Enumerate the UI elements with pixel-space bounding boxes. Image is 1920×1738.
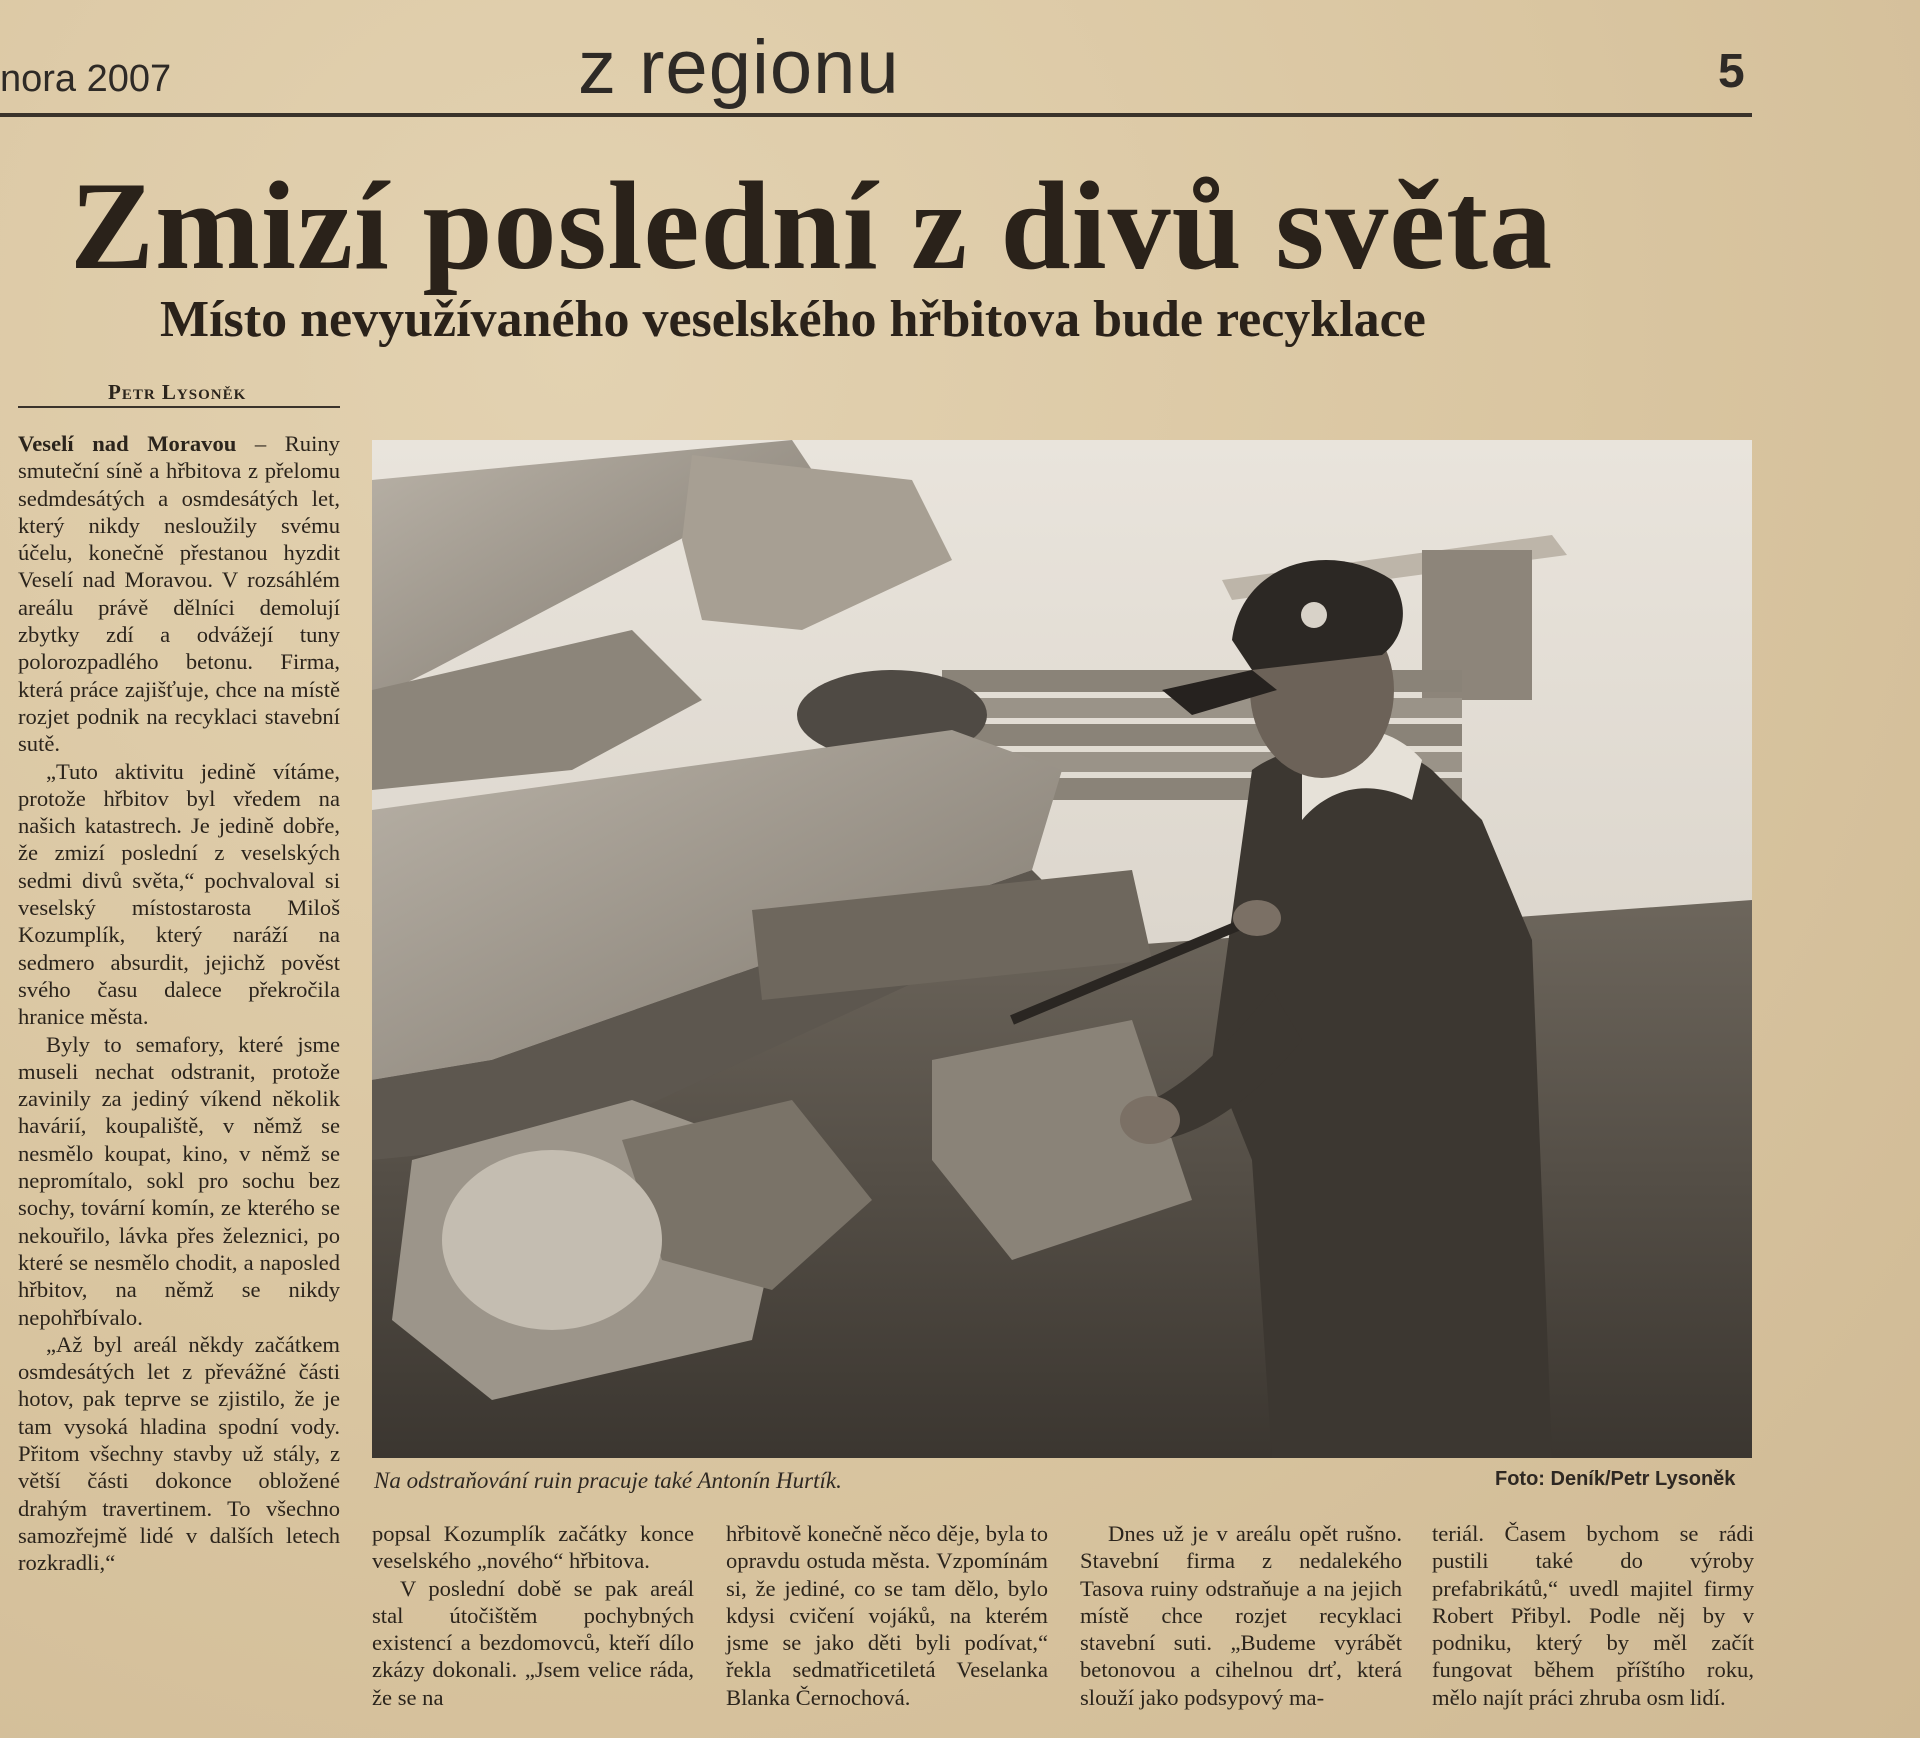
paragraph: Dnes už je v areálu opět rušno. Stavební firma z nedalekého Tasova ruiny odstraňuje a na jejich místě chce rozjet recyklaci stavební suti. „Budeme vyrábět betonovou a cihelnou drť, která slouží jako podsypový ma-: [1080, 1521, 1402, 1710]
paragraph-2: „Tuto aktivitu jedině vítáme, protože hřbitov byl vředem na našich katastrech. Je jedině dobře, že zmizí poslední z veselských sedmi divů světa,“ pochvaloval si veselský místostarosta Miloš Kozumplík, který naráží na sedmero absurdit, jejichž pověst svého času dalece překročila hranice města.: [18, 758, 340, 1030]
photo-caption: Na odstraňování ruin pracuje také Antonín Hurtík.: [374, 1468, 842, 1493]
dateline: Veselí nad Moravou: [18, 431, 237, 456]
byline: Petr Lysoněk: [108, 380, 247, 404]
paragraph-4: „Až byl areál někdy začátkem osmdesátých let z převážné části hotov, pak teprve se zjistilo, že je tam vysoká hladina spodní vody. Přitom všechny stavby už stály, z větší části dokonce obložené drahým travertinem. To všechno samozřejmě lidé v dalších letech rozkradli,“: [18, 1331, 340, 1576]
section-title: z regionu: [578, 25, 900, 110]
paragraph-1: [18, 430, 340, 758]
paragraph-3: Byly to semafory, které jsme museli nechat odstranit, protože zavinily za jediný víkend několik havárií, koupaliště, v němž se nesmělo koupat, kino, v němž se nepromítalo, sokl pro sochu bez sochy, tovární komín, ze kterého se nekouřilo, lávka přes železnici, po které se nesmělo chodit, a naposled hřbitov, na němž se nikdy nepohřbívalo.: [18, 1031, 340, 1330]
paragraph: popsal Kozumplík začátky konce veselského „nového“ hřbitova.: [372, 1521, 694, 1574]
article-photo: [372, 440, 1752, 1458]
article-column-4: [1080, 1520, 1402, 1711]
header-rule: [0, 113, 1752, 117]
article-column-3: [726, 1520, 1048, 1711]
headline: Zmizí poslední z divů světa: [70, 157, 1554, 296]
page-number: 5: [1718, 45, 1745, 98]
paragraph: hřbitově konečně něco děje, byla to opravdu ostuda města. Vzpomínám si, že jediné, co se tam dělo, bylo kdysi cvičení vojáků, na kterém jsme se jako děti byli podívat,“ řekla sedmatřicetiletá Veselanka Blanka Černochová.: [726, 1521, 1048, 1710]
article-column-2: [372, 1520, 694, 1711]
paragraph: V poslední době se pak areál stal útočištěm pochybných existencí a bezdomovců, kteří dílo zkázy dokonali. „Jsem velice ráda, že se na: [372, 1575, 694, 1710]
issue-date: nora 2007: [0, 58, 172, 100]
subheadline: Místo nevyužívaného veselského hřbitova bude recyklace: [160, 291, 1426, 348]
photo-credit: Foto: Deník/Petr Lysoněk: [1495, 1468, 1736, 1490]
paragraph: teriál. Časem bychom se rádi pustili také do výroby prefabrikátů,“ uvedl majitel firmy Robert Přibyl. Podle něj by v podniku, který by měl začít fungovat během příštího roku, mělo najít práci zhruba osm lidí.: [1432, 1521, 1754, 1710]
paragraph-1-text: – Ruiny smuteční síně a hřbitova z přelomu sedmdesátých a osmdesátých let, který nikdy nesloužily svému účelu, konečně přestanou hyzdit Veselí nad Moravou. V rozsáhlém areálu právě dělníci demolují zbytky zdí a odvážejí tuny polorozpadlého betonu. Firma, která práce zajišťuje, chce na místě rozjet podnik na recyklaci stavební sutě.: [18, 431, 340, 757]
byline-rule: [18, 406, 340, 408]
article-column-5: [1432, 1520, 1754, 1711]
article-column-left: [18, 430, 340, 1576]
